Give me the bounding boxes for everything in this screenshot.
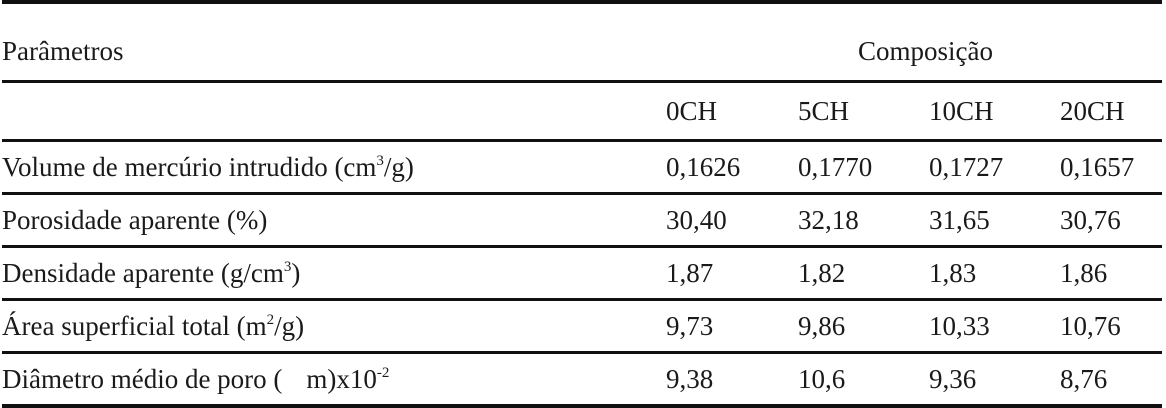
table-cell: 1,83 [929, 258, 977, 288]
table-cell: 9,73 [666, 311, 714, 341]
table-cell: 0,1770 [798, 152, 873, 182]
row-label-tail: ) [291, 258, 301, 288]
table-cell: 9,36 [929, 364, 977, 394]
row-label-tail: /g) [383, 152, 414, 182]
table-cell: 10,33 [929, 311, 990, 341]
column-header-row [2, 83, 1162, 139]
table-row [2, 195, 1162, 245]
table-cell: 8,76 [1060, 364, 1108, 394]
table-cell: 32,18 [798, 205, 859, 235]
table-row [2, 248, 1162, 298]
row-label-text: Densidade aparente (g/cm [2, 258, 284, 288]
table-row [2, 142, 1162, 192]
composition-header: Composição [858, 36, 993, 66]
row-label-superscript: 3 [283, 259, 292, 275]
column-header-0ch: 0CH [666, 96, 718, 126]
row-label-text: Volume de mercúrio intrudido (cm [2, 152, 377, 182]
bottom-rule [2, 404, 1162, 408]
row-label-text: Diâmetro médio de poro ( [2, 364, 283, 394]
row-label-superscript: 3 [376, 153, 384, 169]
row-label-superscript: -2 [376, 365, 390, 381]
row-label [2, 152, 414, 182]
table-cell: 0,1657 [1060, 152, 1135, 182]
table-cell: 0,1727 [929, 152, 1004, 182]
table-row [2, 301, 1162, 351]
table-cell: 10,76 [1060, 311, 1121, 341]
table-cell: 9,38 [666, 364, 714, 394]
column-header-10ch: 10CH [929, 96, 994, 126]
header-row [2, 4, 1162, 80]
column-header-20ch: 20CH [1060, 96, 1125, 126]
row-label-superscript: 2 [266, 312, 275, 328]
row-label [2, 364, 389, 394]
row-label-tail: /g) [274, 311, 305, 341]
table-cell: 1,82 [798, 258, 846, 288]
row-label: Porosidade aparente (%) [2, 205, 268, 235]
table-row [2, 354, 1162, 404]
params-header: Parâmetros [2, 36, 124, 66]
table-cell: 0,1626 [666, 152, 741, 182]
data-table [2, 0, 1162, 408]
row-label-tail: m)x10 [306, 364, 377, 394]
table-cell: 30,40 [666, 205, 727, 235]
column-header-5ch: 5CH [798, 96, 850, 126]
table-cell: 10,6 [798, 364, 846, 394]
table-cell: 9,86 [798, 311, 846, 341]
row-label-text: Área superficial total (m [2, 311, 267, 341]
row-label [2, 258, 300, 288]
table-cell: 30,76 [1060, 205, 1121, 235]
table-cell: 1,87 [666, 258, 714, 288]
table-cell: 31,65 [929, 205, 990, 235]
table-cell: 1,86 [1060, 258, 1108, 288]
row-label [2, 311, 304, 341]
